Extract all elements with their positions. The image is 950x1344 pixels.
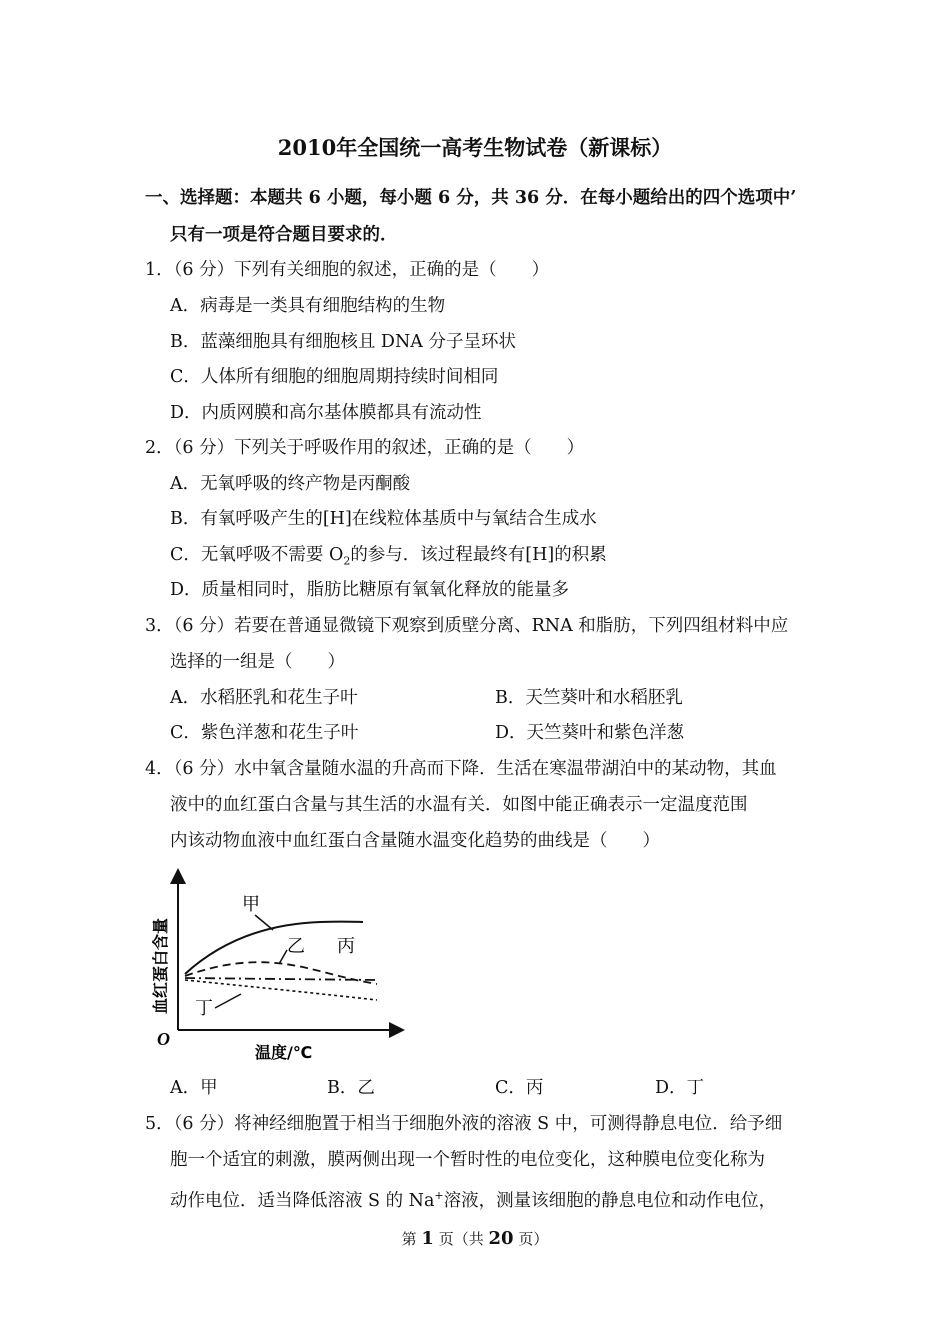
q2-option-a: A．无氧呼吸的终产物是丙酮酸 (170, 474, 411, 494)
page-number: 1 (421, 1228, 434, 1249)
q2-option-b: B．有氧呼吸产生的[H]在线粒体基质中与氧结合生成水 (170, 509, 597, 529)
q1-stem: 1．（6 分）下列有关细胞的叙述，正确的是（ ） (145, 260, 550, 280)
q5-stem-line3: 动作电位．适当降低溶液 S 的 Na+溶液，测量该细胞的静息电位和动作电位， (170, 1189, 777, 1211)
q4-option-b: B．乙 (327, 1078, 375, 1098)
q2-option-c: C．无氧呼吸不需要 $O_2$的参与．该过程最终有[H]的积累 (170, 545, 607, 568)
q1-option-d: D．内质网膜和高尔基体膜都具有流动性 (170, 403, 482, 423)
section-heading-line2: 只有一项是符合题目要求的． (170, 225, 398, 245)
curve-bing (185, 978, 377, 980)
q4-option-d: D．丁 (655, 1078, 705, 1098)
q2-stem: 2．（6 分）下列关于呼吸作用的叙述，正确的是（ ） (145, 438, 585, 458)
q3-option-b: B．天竺葵叶和水稻胚乳 (495, 688, 683, 708)
leader-yi (279, 950, 287, 964)
curve-yi (185, 962, 377, 984)
q5-stem-line2: 胞一个适宜的刺激，膜两侧出现一个暂时性的电位变化，这种膜电位变化称为 (170, 1150, 765, 1170)
q3-stem-line1: 3．（6 分）若要在普通显微镜下观察到质壁分离、RNA 和脂肪，下列四组材料中应 (145, 616, 789, 636)
q4-stem-line3: 内该动物血液中血红蛋白含量随水温变化趋势的曲线是（ ） (170, 831, 660, 851)
q3-stem-line2: 选择的一组是（ ） (170, 652, 345, 672)
q3-option-a: A．水稻胚乳和花生子叶 (170, 688, 358, 708)
label-jia: 甲 (242, 894, 260, 915)
q3-option-c: C．紫色洋葱和花生子叶 (170, 723, 359, 743)
label-ding: 丁 (195, 998, 213, 1019)
label-yi: 乙 (287, 936, 305, 957)
leader-ding (215, 994, 241, 1008)
section-heading-line1: 一、选择题：本题共 6 小题，每小题 6 分，共 36 分．在每小题给出的四个选项中’ (145, 188, 797, 208)
y-axis-label: 血红蛋白含量 (151, 917, 170, 1014)
total-pages: 20 (488, 1228, 514, 1249)
q1-option-c: C．人体所有细胞的细胞周期持续时间相同 (170, 367, 499, 387)
q4-option-a: A．甲 (170, 1078, 218, 1098)
label-bing: 丙 (337, 936, 355, 957)
q5-stem-line1: 5．（6 分）将神经细胞置于相当于细胞外液的溶液 S 中，可测得静息电位．给予细 (145, 1114, 783, 1134)
q4-option-c: C．丙 (495, 1078, 544, 1098)
q2-option-d: D．质量相同时，脂肪比糖原有氧氧化释放的能量多 (170, 580, 570, 600)
q1-option-b: B．蓝藻细胞具有细胞核且 DNA 分子呈环状 (170, 332, 516, 352)
q4-figure (145, 862, 410, 1062)
page-title: 2010年全国统一高考生物试卷（新课标） (277, 135, 673, 160)
q3-option-d: D．天竺葵叶和紫色洋葱 (495, 723, 685, 743)
x-axis-label: 温度/℃ (255, 1043, 313, 1062)
q1-option-a: A．病毒是一类具有细胞结构的生物 (170, 296, 446, 316)
curve-ding (185, 980, 377, 1000)
q4-stem-line2: 液中的血红蛋白含量与其生活的水温有关．如图中能正确表示一定温度范围 (170, 795, 748, 815)
leader-jia (255, 915, 273, 930)
page-footer: 第 1 页（共 20 页） (401, 1228, 549, 1249)
q4-stem-line1: 4．（6 分）水中氧含量随水温的升高而下降．生活在寒温带湖泊中的某动物，其血 (145, 759, 777, 779)
origin-label: O (157, 1029, 170, 1049)
